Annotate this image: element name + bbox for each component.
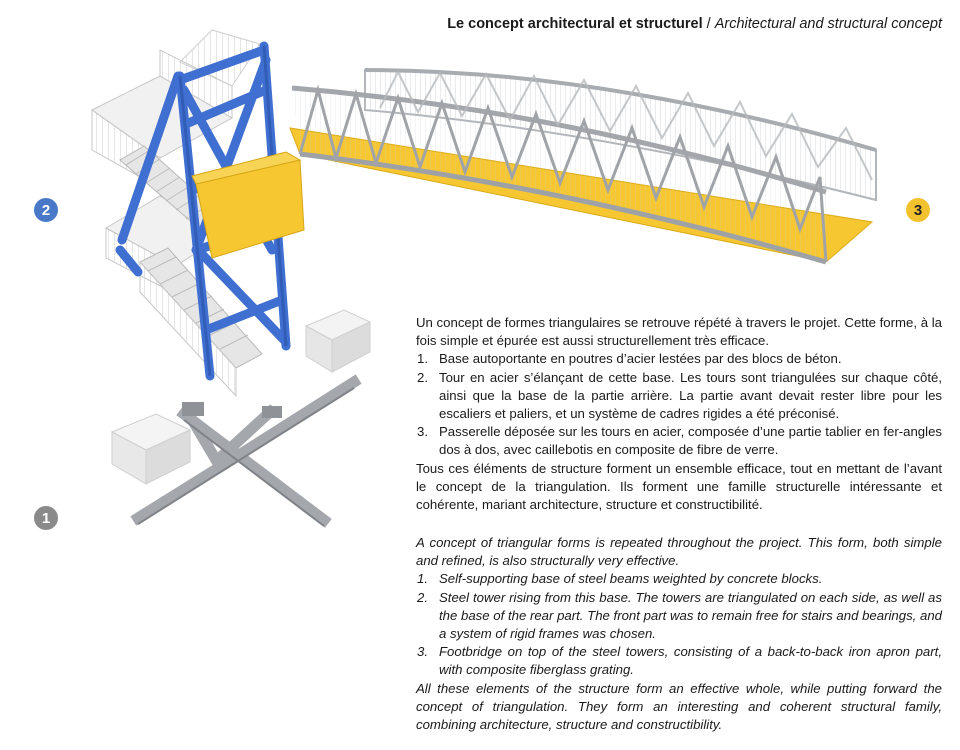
footbridge-illustration xyxy=(290,70,876,262)
french-intro: Un concept de formes triangulaires se retrouve répété à travers le projet. Cette forme, à la fois simple et épurée est aussi structurellement très efficace. xyxy=(416,315,942,349)
list-number: 3. xyxy=(417,424,428,440)
english-outro: All these elements of the structure form an effective whole, while putting forward the concept of triangulation. They form an interesting and coherent structural family, combining architecture, structure and constructibility. xyxy=(416,680,942,733)
badge-2 xyxy=(34,198,58,222)
badge-3-label: 3 xyxy=(913,201,923,219)
list-number: 2. xyxy=(417,369,428,385)
list-text: Tour en acier s’élançant de cette base. Les tours sont triangulées sur chaque côté, ainsi que la base de la partie arrière. La partie avant devait rester libre pour les escaliers et paliers, et un système de cadres rigides a été préconisé. xyxy=(439,369,942,422)
badge-1 xyxy=(34,506,58,530)
list-item xyxy=(416,643,942,679)
list-item xyxy=(416,369,942,424)
list-item xyxy=(416,589,942,644)
english-intro: A concept of triangular forms is repeated throughout the project. This form, both simple and refined, is also structurally very effective. xyxy=(416,535,942,569)
list-number: 1. xyxy=(417,351,428,367)
english-description xyxy=(416,534,942,734)
list-text: Base autoportante en poutres d’acier lestées par des blocs de béton. xyxy=(439,351,842,367)
badge-1-label: 1 xyxy=(41,509,51,527)
french-description xyxy=(416,314,942,514)
english-list xyxy=(416,570,942,679)
list-text: Footbridge on top of the steel towers, consisting of a back-to-back iron apron part, with composite fiberglass grating. xyxy=(439,644,942,678)
list-text: Passerelle déposée sur les tours en acier, composée d’une partie tablier en fer-angles dos à dos, avec caillebotis en composite de fibre de verre. xyxy=(439,424,942,458)
tower-illustration xyxy=(92,30,370,396)
list-number: 3. xyxy=(417,644,428,660)
list-number: 2. xyxy=(417,589,428,605)
list-item xyxy=(416,570,942,588)
list-text: Steel tower rising from this base. The towers are triangulated on each side, as well as the base of the rear part. The front part was to remain free for stairs and bearings, and a system of rigid frames was chosen. xyxy=(439,589,942,642)
list-text: Self-supporting base of steel beams weighted by concrete blocks. xyxy=(439,571,823,587)
title-english: Architectural and structural concept xyxy=(714,16,942,32)
french-list xyxy=(416,350,942,459)
badge-3 xyxy=(906,198,930,222)
french-outro: Tous ces éléments de structure forment un ensemble efficace, tout en mettant de l’avant le concept de la triangulation. Ils forment une famille structurelle intéressante et cohérente, mariant architecture, structure et constructibilité. xyxy=(416,460,942,513)
list-number: 1. xyxy=(417,571,428,587)
list-item xyxy=(416,350,942,368)
base-illustration xyxy=(112,382,354,526)
list-item xyxy=(416,423,942,459)
title-french: Le concept architectural et structurel xyxy=(447,16,703,32)
badge-2-label: 2 xyxy=(41,201,51,219)
title-separator: / xyxy=(702,16,715,32)
